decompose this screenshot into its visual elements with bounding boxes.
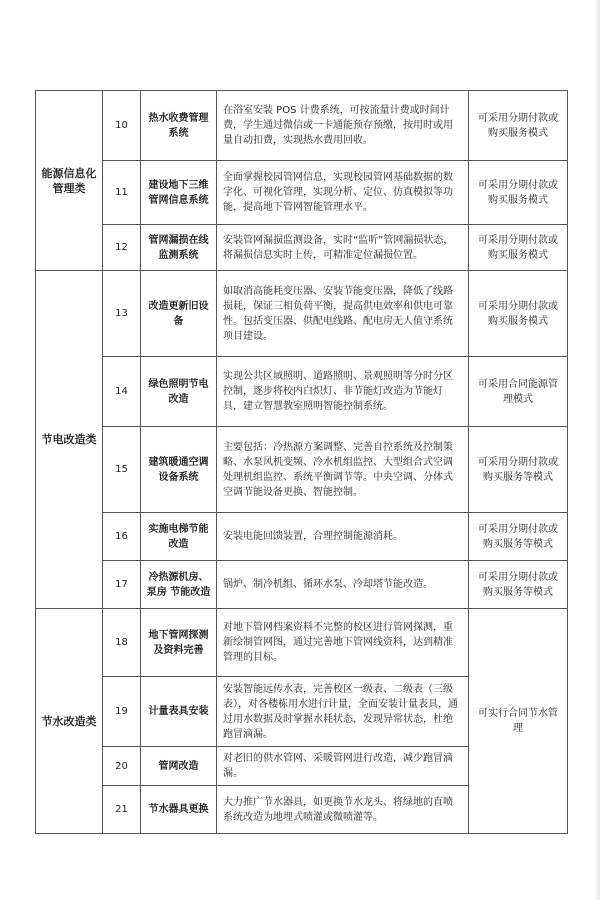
project-name: 改造更新旧设备: [141, 271, 217, 357]
table-row: [36, 427, 568, 513]
funding-mode: 可采用分期付款或购买服务等模式: [469, 513, 568, 561]
project-description: 安装电能回馈装置，合理控制能源消耗。: [217, 513, 469, 561]
table-row: [36, 357, 568, 427]
project-description: 全面掌握校园管网信息，实现校园管网基础数据的数字化、可视化管理，实现分析、定位、仿真模拟等功能，提高地下管网智能管理水平。: [217, 161, 469, 225]
project-table: [35, 90, 568, 834]
project-name: 管网改造: [141, 747, 217, 786]
funding-mode: 可采用分期付款或购买服务模式: [469, 271, 568, 357]
table-row: [36, 609, 568, 677]
project-name: 节水器具更换: [141, 786, 217, 834]
funding-mode: 可实行合同节水管理: [469, 609, 568, 834]
funding-mode: 可采用分期付款或购买服务模式: [469, 225, 568, 271]
project-name: 建筑暖通空调设备系统: [141, 427, 217, 513]
table-row: [36, 161, 568, 225]
funding-mode: 可采用分期付款或购买服务等模式: [469, 427, 568, 513]
table-row: [36, 271, 568, 357]
project-name: 实施电梯节能改造: [141, 513, 217, 561]
row-number: 12: [103, 225, 141, 271]
row-number: 19: [103, 677, 141, 747]
funding-mode: 可采用分期付款或购买服务模式: [469, 161, 568, 225]
funding-mode: 可采用合同能源管理模式: [469, 357, 568, 427]
project-description: 安装管网漏损监测设备，实时“监听”管网漏损状态，将漏损信息实时上传，可精准定位漏损位置。: [217, 225, 469, 271]
project-description: 主要包括：冷热源方案调整、完善自控系统及控制策略、水泵风机变频、冷水机组监控、大型组合式空调处理机组监控、系统平衡调节等。中央空调、分体式空调节能设备更换、智能控制。: [217, 427, 469, 513]
project-name: 计量表具安装: [141, 677, 217, 747]
row-number: 16: [103, 513, 141, 561]
table-row: [36, 513, 568, 561]
project-name: 建设地下三维管网信息系统: [141, 161, 217, 225]
project-description: 在浴室安装 POS 计费系统，可按流量计费或时间计费，学生通过微信或一卡通能预存预缴，按用时或用量自动扣费，实现热水费用回收。: [217, 91, 469, 161]
project-name: 绿色照明节电改造: [141, 357, 217, 427]
row-number: 17: [103, 561, 141, 609]
row-number: 14: [103, 357, 141, 427]
project-description: 对老旧的供水管网、采暖管网进行改造，减少跑冒滴漏。: [217, 747, 469, 786]
project-name: 管网漏损在线监测系统: [141, 225, 217, 271]
project-description: 安装智能远传水表，完善校区一级表、二级表（三级表），对各楼栋用水进行计量，全面安装计量表具，通过用水数据及时掌握水耗状态，发现异常状态，杜绝跑冒滴漏。: [217, 677, 469, 747]
project-description: 锅炉、制冷机组、循环水泵、冷却塔节能改造。: [217, 561, 469, 609]
project-name: 冷热源机房、泵房 节能改造: [141, 561, 217, 609]
table-row: [36, 91, 568, 161]
page-edge-shadow: [594, 0, 600, 900]
project-description: 对地下管网档案资料不完整的校区进行管网探测，重新绘制管网图，通过完善地下管网线资料，达到精准管理的目标。: [217, 609, 469, 677]
category-label: 能源信息化管理类: [36, 91, 103, 271]
row-number: 15: [103, 427, 141, 513]
project-description: 大力推广节水器具，如更换节水龙头、将绿地的直喷系统改造为地埋式喷灌或微喷灌等。: [217, 786, 469, 834]
row-number: 18: [103, 609, 141, 677]
funding-mode: 可采用分期付款或购买服务等模式: [469, 561, 568, 609]
table-row: [36, 561, 568, 609]
table-row: [36, 225, 568, 271]
row-number: 21: [103, 786, 141, 834]
row-number: 11: [103, 161, 141, 225]
category-label: 节水改造类: [36, 609, 103, 834]
row-number: 20: [103, 747, 141, 786]
row-number: 13: [103, 271, 141, 357]
row-number: 10: [103, 91, 141, 161]
project-name: 地下管网探测及资料完善: [141, 609, 217, 677]
category-label: 节电改造类: [36, 271, 103, 609]
project-name: 热水收费管理系统: [141, 91, 217, 161]
project-description: 如取消高能耗变压器、安装节能变压器，降低了线路损耗，保证三相负荷平衡，提高供电效率和供电可靠性。包括变压器、供配电线路、配电房无人值守系统项目建设。: [217, 271, 469, 357]
project-description: 实现公共区域照明、道路照明、景观照明等分时分区控制，逐步将校内白炽灯、非节能灯改造为节能灯具，建立智慧教室照明智能控制系统。: [217, 357, 469, 427]
funding-mode: 可采用分期付款或购买服务模式: [469, 91, 568, 161]
